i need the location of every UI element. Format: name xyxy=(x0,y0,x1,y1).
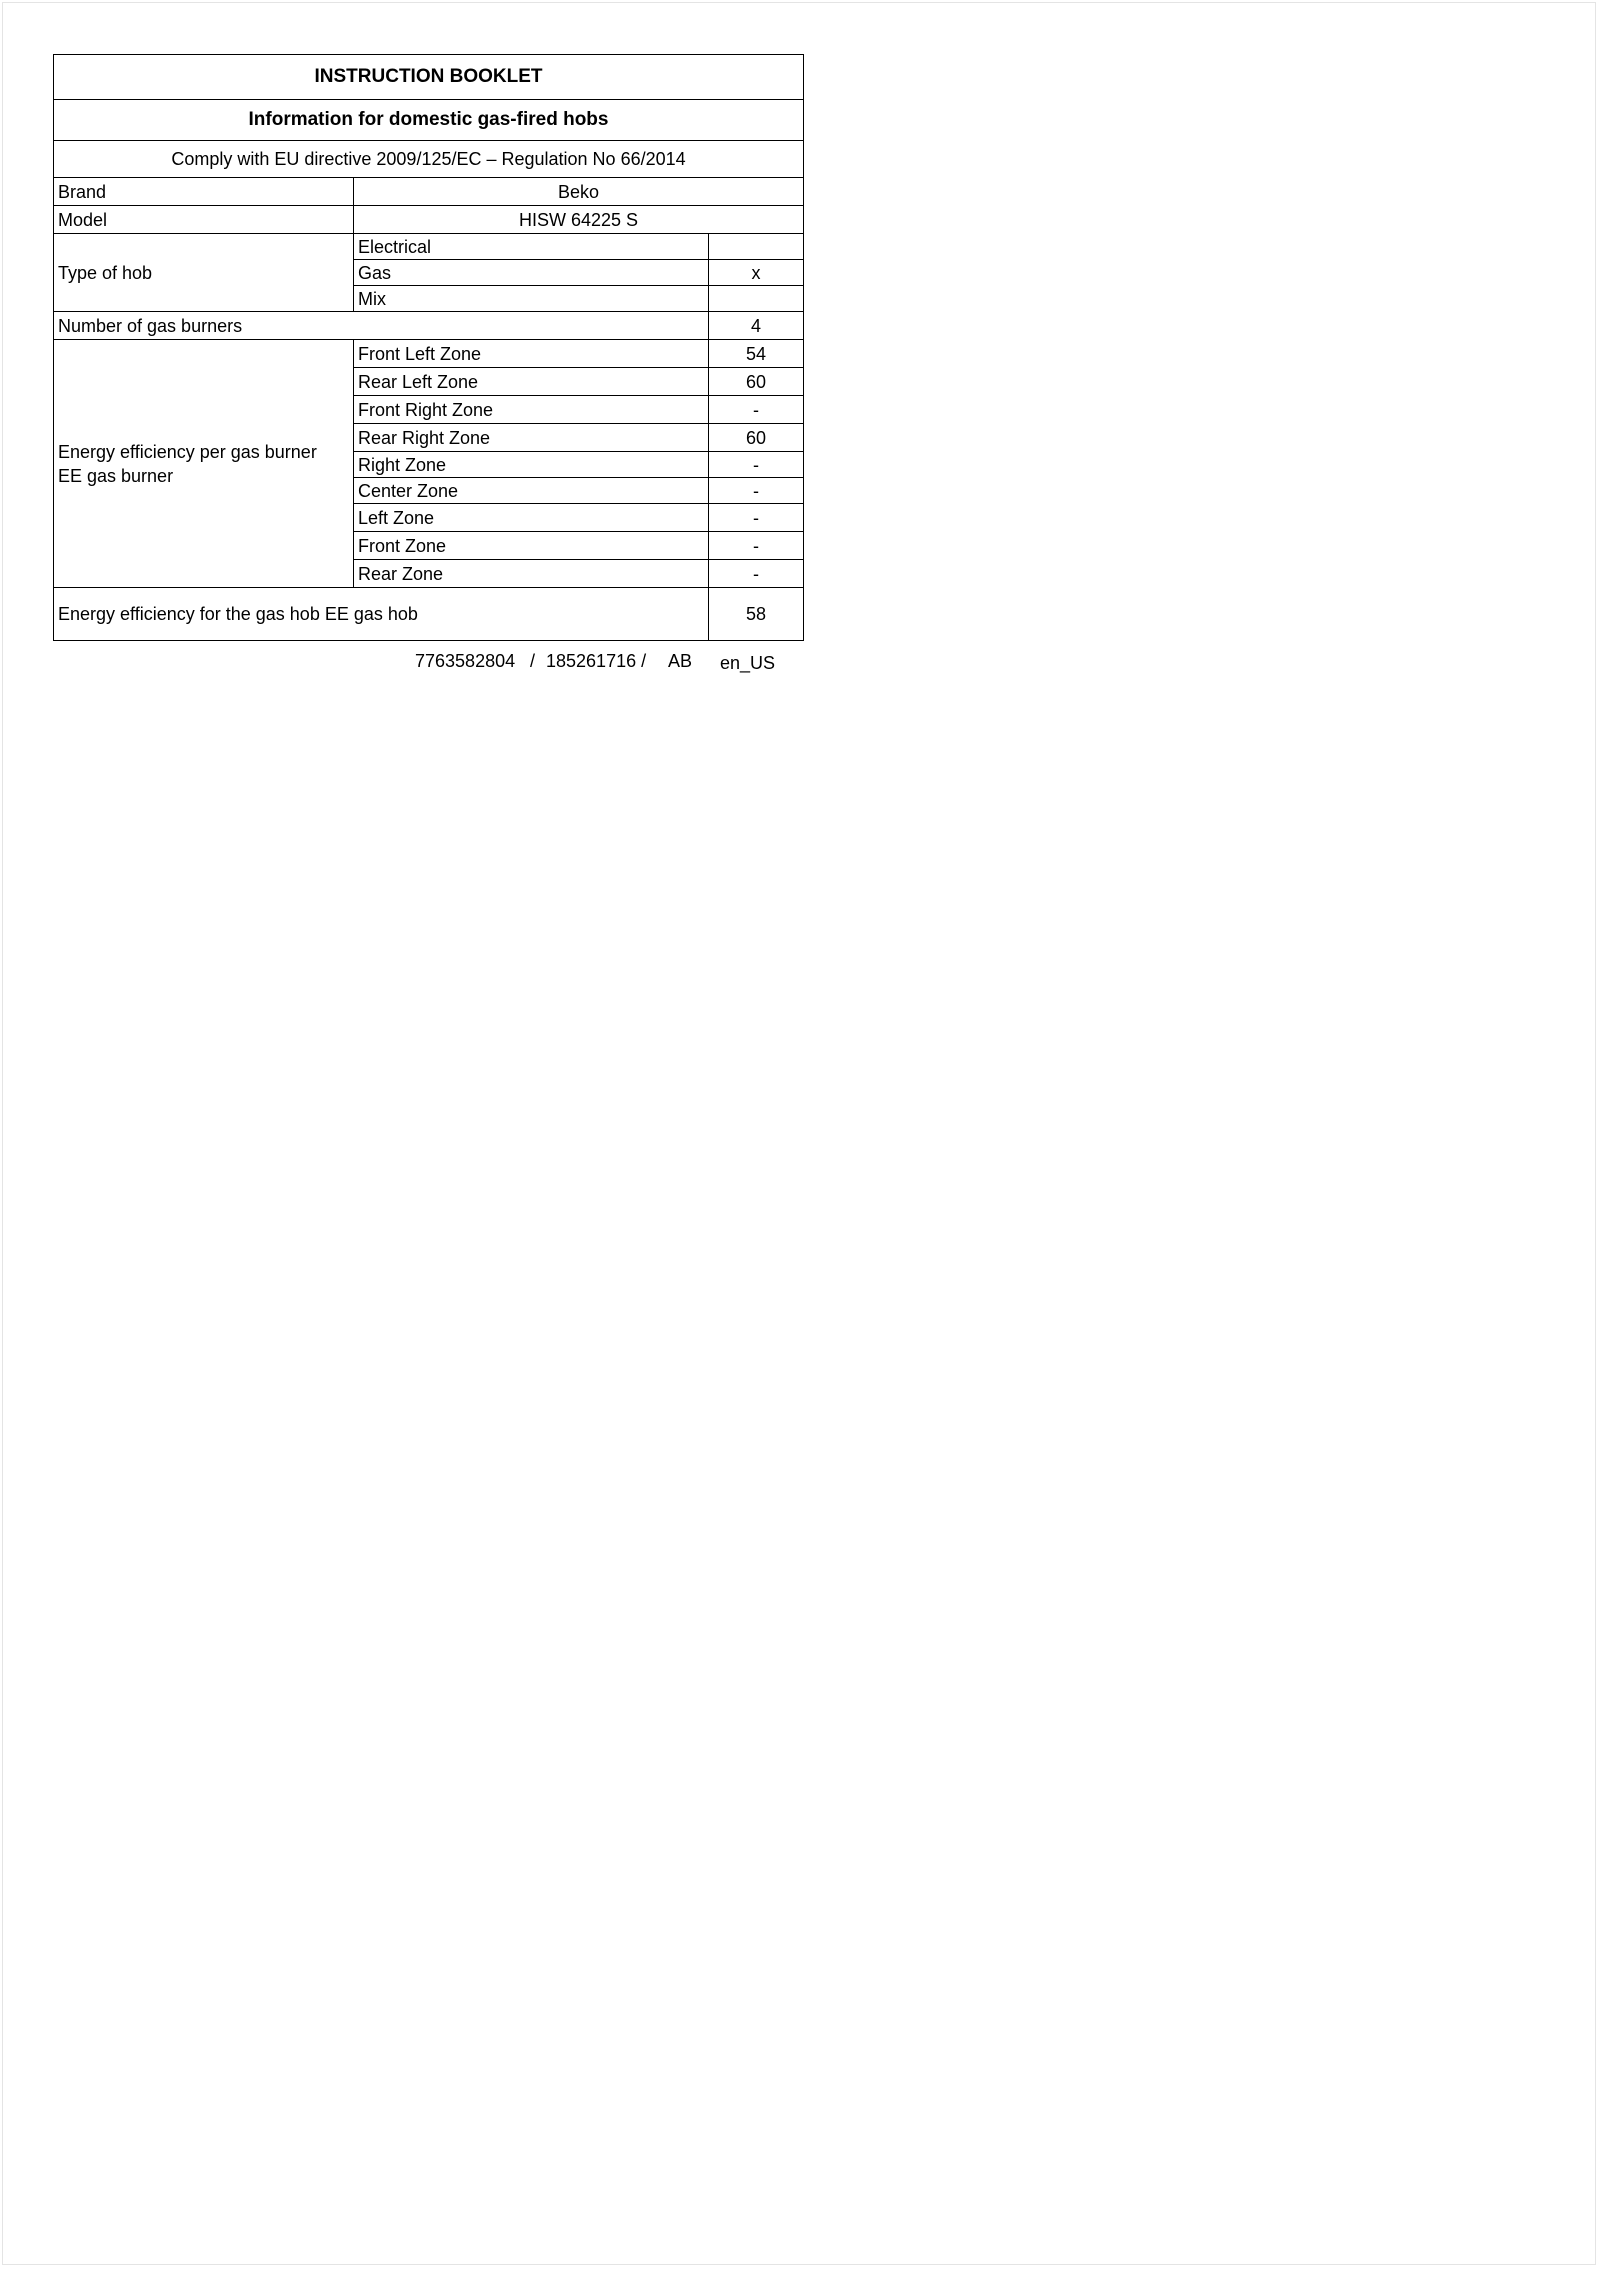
zone-value: - xyxy=(709,452,804,478)
burner-count-label: Number of gas burners xyxy=(54,312,709,340)
burner-efficiency-label-line1: Energy efficiency per gas burner xyxy=(58,441,317,462)
burner-efficiency-label-line2: EE gas burner xyxy=(58,465,174,486)
zone-value: - xyxy=(709,504,804,532)
zone-value: 54 xyxy=(709,340,804,368)
hob-efficiency-value: 58 xyxy=(709,588,804,641)
footer-code-2: 185261716 / xyxy=(546,651,647,671)
brand-value: Beko xyxy=(354,178,804,206)
zone-value: - xyxy=(709,396,804,424)
brand-label: Brand xyxy=(54,178,354,206)
hob-type-mark xyxy=(709,286,804,312)
zone-value: - xyxy=(709,560,804,588)
footer-separator: / xyxy=(530,651,536,671)
hob-efficiency-label: Energy efficiency for the gas hob EE gas hob xyxy=(54,588,709,641)
instruction-sheet xyxy=(53,54,803,675)
zone-name: Center Zone xyxy=(354,478,709,504)
document-footer xyxy=(53,651,803,675)
footer-code-1: 7763582804 xyxy=(415,651,516,671)
hob-type-option: Mix xyxy=(354,286,709,312)
hob-type-mark xyxy=(709,234,804,260)
hob-type-option: Electrical xyxy=(354,234,709,260)
zone-name: Rear Right Zone xyxy=(354,424,709,452)
zone-name: Left Zone xyxy=(354,504,709,532)
footer-locale: en_US xyxy=(720,653,776,673)
directive-note: Comply with EU directive 2009/125/EC – Regulation No 66/2014 xyxy=(54,141,804,178)
zone-name: Rear Zone xyxy=(354,560,709,588)
hob-info-table xyxy=(53,54,804,641)
zone-value: - xyxy=(709,478,804,504)
zone-name: Right Zone xyxy=(354,452,709,478)
zone-name: Front Left Zone xyxy=(354,340,709,368)
zone-name: Rear Left Zone xyxy=(354,368,709,396)
table-subtitle: Information for domestic gas-fired hobs xyxy=(54,100,804,141)
zone-name: Front Zone xyxy=(354,532,709,560)
footer-code-3: AB xyxy=(668,651,693,671)
burner-efficiency-label xyxy=(54,340,354,588)
zone-name: Front Right Zone xyxy=(354,396,709,424)
hob-type-mark: x xyxy=(709,260,804,286)
hob-type-label: Type of hob xyxy=(54,234,354,312)
burner-count-value: 4 xyxy=(709,312,804,340)
hob-type-option: Gas xyxy=(354,260,709,286)
model-value: HISW 64225 S xyxy=(354,206,804,234)
model-label: Model xyxy=(54,206,354,234)
zone-value: 60 xyxy=(709,424,804,452)
zone-value: - xyxy=(709,532,804,560)
zone-value: 60 xyxy=(709,368,804,396)
booklet-title: INSTRUCTION BOOKLET xyxy=(54,55,804,100)
